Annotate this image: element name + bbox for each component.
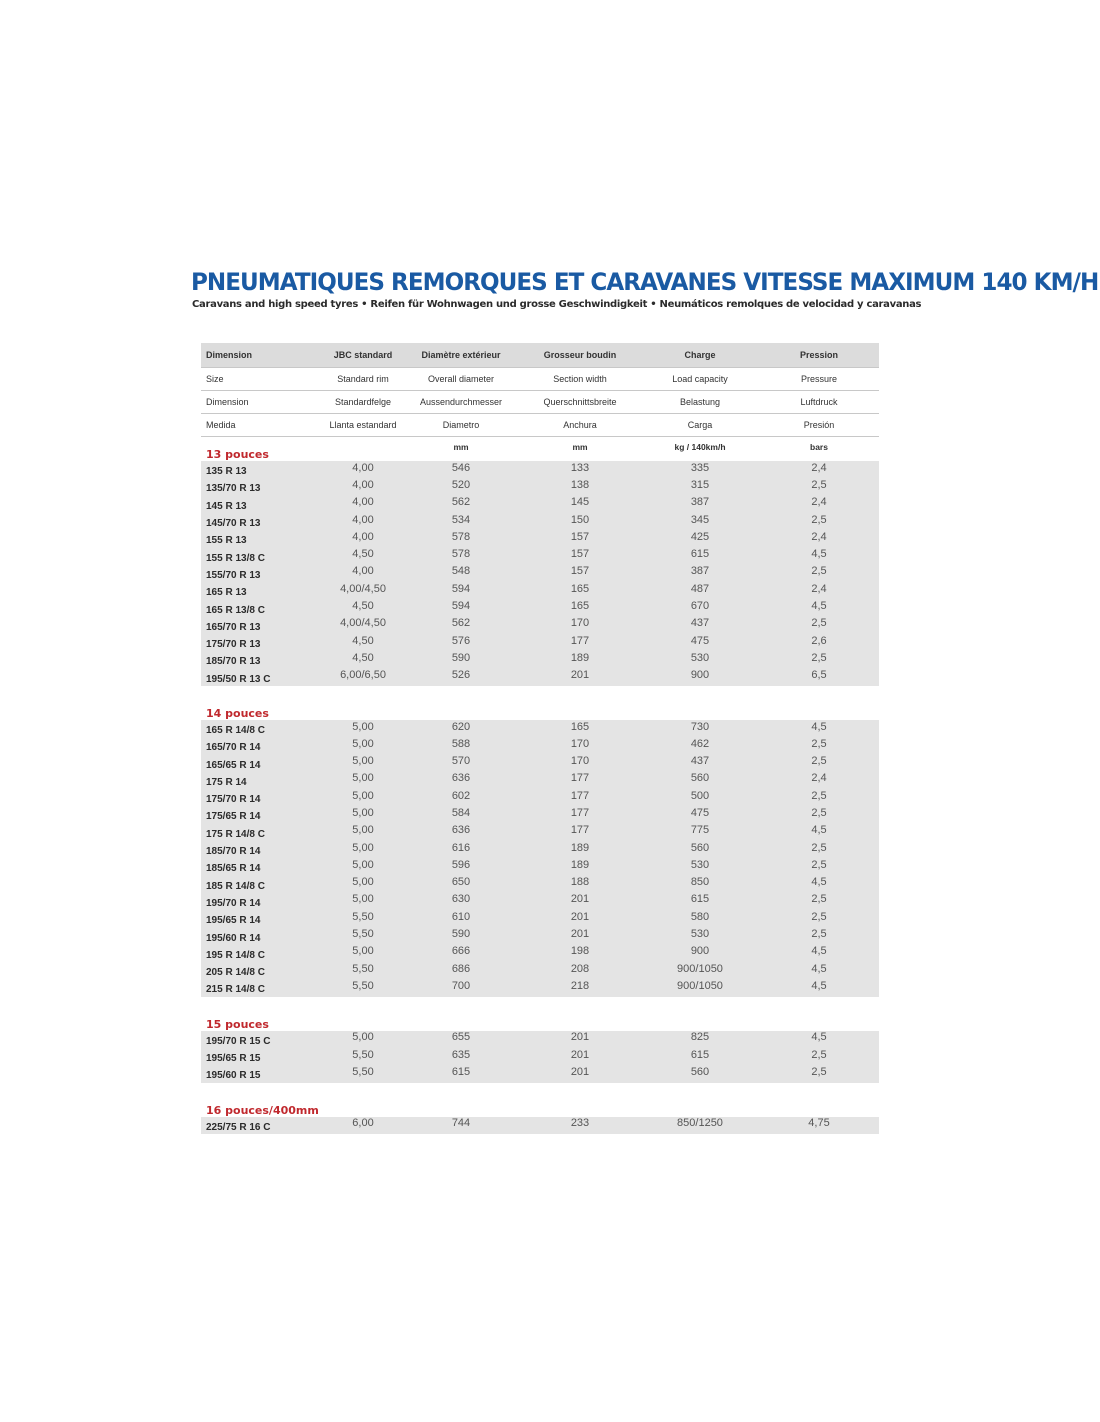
- table-row: [201, 669, 879, 686]
- section-spacer: [201, 686, 879, 703]
- cell-pressure: 4,5: [811, 1031, 827, 1044]
- cell-dimension: 195/65 R 15: [206, 1053, 261, 1065]
- cell-pressure: 2,5: [811, 841, 827, 854]
- cell-section-width: 233: [570, 1117, 590, 1130]
- cell-pressure: 2,5: [811, 1048, 827, 1061]
- header-cell-pressure: Presión: [803, 420, 835, 430]
- cell-dimension: 195 R 14/8 C: [206, 949, 265, 961]
- cell-rim: 4,50: [352, 651, 374, 664]
- cell-diameter: 744: [451, 1117, 471, 1130]
- section-rows: [201, 720, 879, 997]
- section-label: 16 pouces/400mm: [206, 1103, 319, 1117]
- cell-load: 387: [690, 496, 710, 509]
- cell-dimension: 195/65 R 14: [206, 915, 261, 927]
- unit-section-width: mm: [572, 442, 588, 452]
- cell-pressure: 2,5: [811, 513, 827, 526]
- cell-diameter: 620: [451, 720, 471, 733]
- cell-load: 335: [690, 461, 710, 474]
- cell-rim: 4,00/4,50: [340, 582, 386, 595]
- unit-load: kg / 140km/h: [674, 442, 726, 452]
- header-cell-dimension: Medida: [206, 420, 236, 430]
- cell-diameter: 562: [451, 496, 471, 509]
- cell-rim: 4,50: [352, 548, 374, 561]
- cell-pressure: 4,5: [811, 876, 827, 889]
- cell-dimension: 165 R 14/8 C: [206, 725, 265, 736]
- cell-load: 580: [690, 910, 710, 923]
- cell-pressure: 2,4: [811, 772, 827, 785]
- cell-dimension: 175/70 R 14: [206, 794, 261, 806]
- cell-section-width: 189: [570, 841, 590, 854]
- cell-section-width: 177: [570, 789, 590, 802]
- cell-rim: 4,00: [352, 496, 374, 509]
- cell-pressure: 2,5: [811, 789, 827, 802]
- cell-pressure: 2,5: [811, 617, 827, 630]
- cell-section-width: 157: [570, 565, 590, 578]
- cell-pressure: 2,5: [811, 806, 827, 819]
- unit-pressure: bars: [810, 442, 828, 452]
- cell-section-width: 177: [570, 772, 590, 785]
- cell-rim: 5,00: [352, 945, 374, 958]
- section-spacer: [201, 1083, 879, 1100]
- page-subtitle: Caravans and high speed tyres • Reifen für Wohnwagen und grosse Geschwindigkeit • Neumáticos remolques de velocidad y caravanas: [192, 299, 922, 310]
- cell-diameter: 570: [451, 755, 471, 768]
- cell-rim: 5,00: [352, 737, 374, 750]
- cell-pressure: 2,5: [811, 910, 827, 923]
- cell-load: 850: [690, 876, 710, 889]
- cell-section-width: 177: [570, 634, 590, 647]
- cell-diameter: 534: [451, 513, 471, 526]
- cell-pressure: 2,4: [811, 461, 827, 474]
- cell-dimension: 155/70 R 13: [206, 569, 261, 581]
- cell-dimension: 185/70 R 14: [206, 846, 261, 858]
- section-label: 14 pouces: [206, 706, 269, 720]
- cell-load: 560: [690, 841, 710, 854]
- cell-dimension: 195/70 R 14: [206, 897, 261, 909]
- cell-pressure: 2,4: [811, 582, 827, 595]
- cell-section-width: 150: [570, 513, 590, 526]
- cell-dimension: 135 R 13: [206, 466, 247, 478]
- header-cell-diameter: Aussendurchmesser: [419, 397, 503, 407]
- cell-pressure: 4,5: [811, 548, 827, 561]
- cell-load: 825: [690, 1031, 710, 1044]
- cell-rim: 5,50: [352, 1048, 374, 1061]
- cell-rim: 5,00: [352, 1031, 374, 1044]
- cell-rim: 5,50: [352, 928, 374, 941]
- cell-diameter: 584: [451, 806, 471, 819]
- cell-rim: 4,00: [352, 565, 374, 578]
- cell-section-width: 189: [570, 651, 590, 664]
- cell-section-width: 165: [570, 582, 590, 595]
- cell-dimension: 145 R 13: [206, 500, 247, 512]
- cell-pressure: 2,5: [811, 737, 827, 750]
- cell-dimension: 155 R 13/8 C: [206, 552, 265, 564]
- cell-rim: 4,00: [352, 530, 374, 543]
- cell-section-width: 218: [570, 979, 590, 992]
- cell-rim: 4,50: [352, 600, 374, 613]
- cell-pressure: 2,5: [811, 1065, 827, 1078]
- header-cell-rim: Llanta estandard: [329, 420, 397, 430]
- section-rows: [201, 1031, 879, 1083]
- cell-rim: 6,00/6,50: [340, 669, 386, 682]
- header-cell-section-width: Section width: [553, 374, 607, 384]
- cell-rim: 5,00: [352, 893, 374, 906]
- cell-section-width: 188: [570, 876, 590, 889]
- cell-section-width: 177: [570, 824, 590, 837]
- cell-section-width: 201: [570, 893, 590, 906]
- header-cell-diameter: Overall diameter: [427, 374, 495, 384]
- header-cell-dimension: Dimension: [206, 397, 249, 407]
- cell-diameter: 562: [451, 617, 471, 630]
- cell-pressure: 2,6: [811, 634, 827, 647]
- cell-load: 315: [690, 478, 710, 491]
- cell-section-width: 157: [570, 530, 590, 543]
- page-title: PNEUMATIQUES REMORQUES ET CARAVANES VITESSE MAXIMUM 140 KM/H: [191, 268, 1099, 296]
- cell-load: 850/1250: [677, 1117, 723, 1130]
- header-cell-load: Carga: [687, 420, 713, 430]
- cell-load: 900/1050: [677, 979, 723, 992]
- cell-load: 615: [690, 1048, 710, 1061]
- header-cell-load: Belastung: [679, 397, 721, 407]
- cell-diameter: 594: [451, 600, 471, 613]
- cell-load: 475: [690, 806, 710, 819]
- cell-load: 437: [690, 755, 710, 768]
- cell-load: 900/1050: [677, 962, 723, 975]
- tyre-table: [201, 343, 879, 1134]
- cell-pressure: 4,75: [808, 1117, 830, 1130]
- cell-rim: 5,00: [352, 772, 374, 785]
- cell-load: 530: [690, 858, 710, 871]
- cell-diameter: 548: [451, 565, 471, 578]
- header-cell-load: Charge: [684, 350, 716, 360]
- cell-section-width: 165: [570, 600, 590, 613]
- cell-pressure: 2,5: [811, 928, 827, 941]
- cell-diameter: 578: [451, 548, 471, 561]
- header-cell-pressure: Pression: [799, 350, 839, 360]
- header-cell-rim: Standard rim: [337, 374, 389, 384]
- header-cell-dimension: Size: [206, 374, 224, 384]
- cell-diameter: 590: [451, 651, 471, 664]
- cell-diameter: 526: [451, 669, 471, 682]
- cell-dimension: 175 R 14: [206, 776, 247, 788]
- header-cell-dimension: Dimension: [206, 350, 253, 360]
- cell-diameter: 686: [451, 962, 471, 975]
- cell-section-width: 170: [570, 617, 590, 630]
- cell-rim: 5,00: [352, 858, 374, 871]
- cell-load: 730: [690, 720, 710, 733]
- cell-diameter: 616: [451, 841, 471, 854]
- cell-load: 487: [690, 582, 710, 595]
- header-cell-diameter: Diametro: [442, 420, 480, 430]
- header-cell-load: Load capacity: [672, 374, 728, 384]
- cell-pressure: 4,5: [811, 600, 827, 613]
- cell-diameter: 636: [451, 772, 471, 785]
- cell-rim: 4,00/4,50: [340, 617, 386, 630]
- cell-section-width: 198: [570, 945, 590, 958]
- header-cell-rim: JBC standard: [333, 350, 393, 360]
- cell-rim: 5,00: [352, 841, 374, 854]
- cell-section-width: 189: [570, 858, 590, 871]
- cell-dimension: 175/65 R 14: [206, 811, 261, 823]
- cell-diameter: 576: [451, 634, 471, 647]
- cell-pressure: 4,5: [811, 720, 827, 733]
- cell-diameter: 578: [451, 530, 471, 543]
- cell-load: 425: [690, 530, 710, 543]
- cell-load: 670: [690, 600, 710, 613]
- cell-rim: 6,00: [352, 1117, 374, 1130]
- cell-diameter: 588: [451, 737, 471, 750]
- cell-pressure: 2,5: [811, 858, 827, 871]
- cell-diameter: 655: [451, 1031, 471, 1044]
- cell-dimension: 185 R 14/8 C: [206, 880, 265, 892]
- cell-load: 530: [690, 651, 710, 664]
- cell-dimension: 195/50 R 13 C: [206, 673, 271, 685]
- section-label: 13 pouces: [206, 448, 269, 461]
- cell-diameter: 596: [451, 858, 471, 871]
- cell-rim: 5,50: [352, 910, 374, 923]
- cell-rim: 5,00: [352, 789, 374, 802]
- cell-section-width: 138: [570, 478, 590, 491]
- cell-pressure: 2,5: [811, 893, 827, 906]
- cell-rim: 4,00: [352, 513, 374, 526]
- cell-pressure: 2,5: [811, 651, 827, 664]
- cell-section-width: 157: [570, 548, 590, 561]
- cell-section-width: 201: [570, 669, 590, 682]
- cell-rim: 5,50: [352, 962, 374, 975]
- cell-section-width: 201: [570, 1048, 590, 1061]
- unit-rim: [313, 437, 413, 442]
- cell-dimension: 135/70 R 13: [206, 483, 261, 495]
- header-cell-pressure: Pressure: [800, 374, 837, 384]
- cell-section-width: 170: [570, 755, 590, 768]
- cell-dimension: 145/70 R 13: [206, 518, 261, 530]
- cell-dimension: 225/75 R 16 C: [206, 1121, 271, 1133]
- cell-pressure: 4,5: [811, 979, 827, 992]
- cell-pressure: 2,5: [811, 565, 827, 578]
- cell-rim: 4,00: [352, 461, 374, 474]
- cell-dimension: 175/70 R 13: [206, 639, 261, 651]
- cell-pressure: 2,5: [811, 478, 827, 491]
- cell-rim: 4,50: [352, 634, 374, 647]
- section-spacer: [201, 997, 879, 1014]
- cell-rim: 5,00: [352, 720, 374, 733]
- header-cell-pressure: Luftdruck: [800, 397, 838, 407]
- cell-rim: 5,00: [352, 824, 374, 837]
- cell-dimension: 175 R 14/8 C: [206, 828, 265, 840]
- cell-load: 900: [690, 945, 710, 958]
- cell-load: 560: [690, 1065, 710, 1078]
- cell-diameter: 590: [451, 928, 471, 941]
- header-row: [201, 414, 879, 437]
- cell-rim: 4,00: [352, 478, 374, 491]
- cell-diameter: 594: [451, 582, 471, 595]
- cell-pressure: 4,5: [811, 962, 827, 975]
- section-rows: [201, 461, 879, 686]
- cell-pressure: 2,5: [811, 755, 827, 768]
- cell-load: 560: [690, 772, 710, 785]
- cell-pressure: 6,5: [811, 669, 827, 682]
- cell-diameter: 700: [451, 979, 471, 992]
- cell-section-width: 170: [570, 737, 590, 750]
- cell-dimension: 155 R 13: [206, 535, 247, 547]
- cell-load: 462: [690, 737, 710, 750]
- cell-pressure: 2,4: [811, 496, 827, 509]
- header-cell-section-width: Querschnittsbreite: [543, 397, 617, 407]
- cell-load: 615: [690, 548, 710, 561]
- cell-dimension: 165/70 R 13: [206, 621, 261, 633]
- cell-rim: 5,00: [352, 876, 374, 889]
- cell-load: 345: [690, 513, 710, 526]
- header-cell-rim: Standardfelge: [334, 397, 392, 407]
- cell-dimension: 185/65 R 14: [206, 863, 261, 875]
- cell-pressure: 2,4: [811, 530, 827, 543]
- cell-load: 900: [690, 669, 710, 682]
- cell-diameter: 636: [451, 824, 471, 837]
- cell-pressure: 4,5: [811, 824, 827, 837]
- cell-diameter: 635: [451, 1048, 471, 1061]
- cell-rim: 5,00: [352, 806, 374, 819]
- header-cell-diameter: Diamètre extérieur: [421, 350, 501, 360]
- table-row: [201, 1065, 879, 1082]
- unit-diameter: mm: [453, 442, 469, 452]
- cell-section-width: 133: [570, 461, 590, 474]
- cell-section-width: 201: [570, 1065, 590, 1078]
- cell-dimension: 165/70 R 14: [206, 742, 261, 754]
- section-label: 15 pouces: [206, 1017, 269, 1031]
- cell-dimension: 185/70 R 13: [206, 656, 261, 668]
- cell-load: 775: [690, 824, 710, 837]
- cell-rim: 5,00: [352, 755, 374, 768]
- section-rows: [201, 1117, 879, 1134]
- cell-dimension: 165/65 R 14: [206, 759, 261, 771]
- cell-diameter: 666: [451, 945, 471, 958]
- cell-dimension: 195/70 R 15 C: [206, 1035, 271, 1047]
- cell-diameter: 546: [451, 461, 471, 474]
- units-row: [201, 437, 879, 461]
- cell-pressure: 4,5: [811, 945, 827, 958]
- cell-dimension: 205 R 14/8 C: [206, 967, 265, 979]
- cell-section-width: 201: [570, 910, 590, 923]
- cell-diameter: 615: [451, 1065, 471, 1078]
- cell-dimension: 165 R 13/8 C: [206, 604, 265, 616]
- header-row: [201, 368, 879, 391]
- cell-dimension: 195/60 R 15: [206, 1070, 261, 1082]
- cell-section-width: 208: [570, 962, 590, 975]
- cell-load: 615: [690, 893, 710, 906]
- cell-diameter: 630: [451, 893, 471, 906]
- table-row: [201, 979, 879, 996]
- header-cell-section-width: Anchura: [563, 420, 597, 430]
- cell-section-width: 201: [570, 1031, 590, 1044]
- cell-dimension: 195/60 R 14: [206, 932, 261, 944]
- cell-section-width: 165: [570, 720, 590, 733]
- cell-load: 387: [690, 565, 710, 578]
- cell-section-width: 145: [570, 496, 590, 509]
- cell-load: 500: [690, 789, 710, 802]
- header-row: [201, 391, 879, 414]
- cell-load: 530: [690, 928, 710, 941]
- header-cell-section-width: Grosseur boudin: [543, 350, 617, 360]
- table-row: [201, 1117, 879, 1134]
- cell-dimension: 215 R 14/8 C: [206, 984, 265, 996]
- cell-diameter: 520: [451, 478, 471, 491]
- cell-diameter: 602: [451, 789, 471, 802]
- cell-rim: 5,50: [352, 1065, 374, 1078]
- header-row: [201, 343, 879, 368]
- cell-load: 437: [690, 617, 710, 630]
- cell-section-width: 177: [570, 806, 590, 819]
- cell-load: 475: [690, 634, 710, 647]
- cell-dimension: 165 R 13: [206, 587, 247, 599]
- cell-section-width: 201: [570, 928, 590, 941]
- cell-diameter: 650: [451, 876, 471, 889]
- cell-rim: 5,50: [352, 979, 374, 992]
- cell-diameter: 610: [451, 910, 471, 923]
